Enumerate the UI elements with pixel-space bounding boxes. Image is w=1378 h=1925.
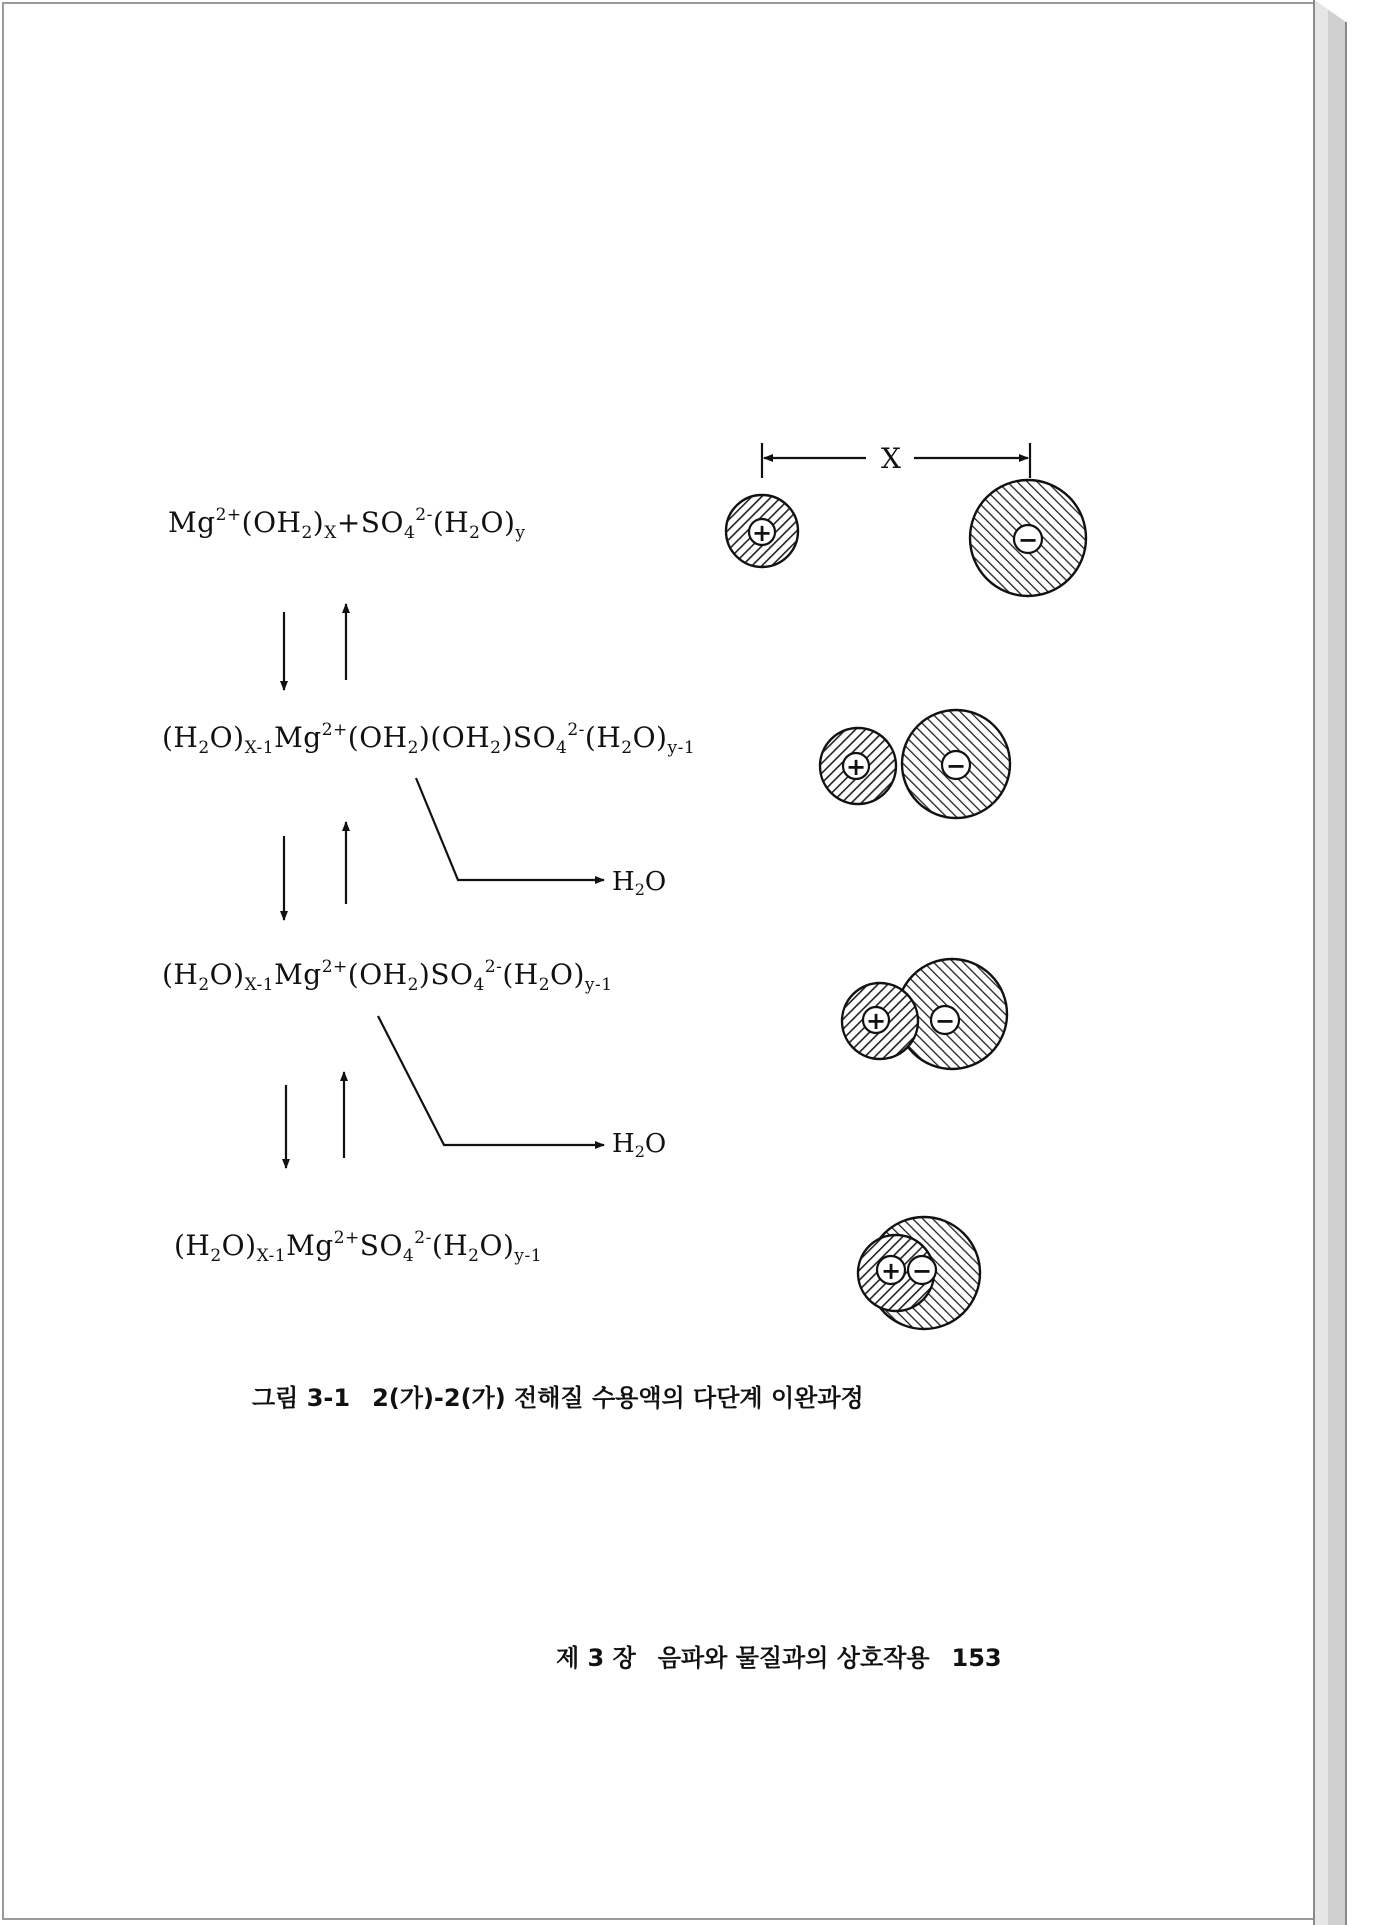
released-water-label-2: $H_2O$ [612, 1129, 667, 1161]
equation-step-2: $(H_2O)_{X-1}Mg^{2+}(OH_2)(OH_2)SO_4^{2-}(H_2O)_{y-1}$ [162, 720, 696, 758]
chapter-title: 음파와 물질과의 상호작용 [657, 1644, 930, 1672]
running-head [556, 1638, 1002, 1673]
figure-title: 2(가)-2(가) 전해질 수용액의 다단계 이완과정 [372, 1384, 864, 1412]
water-release-arrow-2 [378, 1016, 604, 1145]
svg-text:+: + [880, 1257, 902, 1285]
released-water-label-1: $H_2O$ [612, 867, 667, 899]
water-release-arrow-1 [416, 778, 604, 880]
figure-caption [252, 1378, 864, 1413]
equation-initial: $Mg^{2+}(OH_2)_X+SO_4^{2-}(H_2O)_y$ [168, 505, 526, 543]
page-number: 153 [951, 1644, 1002, 1672]
svg-text:+: + [845, 753, 867, 781]
svg-text:+: + [865, 1007, 887, 1035]
ion-pair-solvent-shared [842, 959, 1007, 1069]
ion-pair-separated [726, 480, 1086, 596]
svg-text:−: − [945, 752, 967, 780]
equation-final: $(H_2O)_{X-1}Mg^{2+}SO_4^{2-}(H_2O)_{y-1}$ [174, 1228, 543, 1266]
equilibrium-arrows-2 [284, 822, 346, 920]
ion-pair-solvent-separated [820, 710, 1010, 818]
svg-text:−: − [934, 1007, 956, 1035]
anion-sign: − [1017, 526, 1039, 554]
equilibrium-arrows-3 [286, 1072, 344, 1168]
figure-number: 그림 3-1 [252, 1384, 351, 1412]
svg-text:−: − [911, 1257, 933, 1285]
page-edge [1312, 0, 1348, 1925]
ion-pair-contact [858, 1217, 980, 1329]
chapter-label: 제 3 장 [556, 1644, 636, 1672]
equilibrium-arrows-1 [284, 604, 346, 690]
equation-step-3: $(H_2O)_{X-1}Mg^{2+}(OH_2)SO_4^{2-}(H_2O)_{y-1}$ [162, 957, 613, 995]
distance-label: X [881, 442, 901, 475]
cation-sign: + [751, 519, 773, 547]
